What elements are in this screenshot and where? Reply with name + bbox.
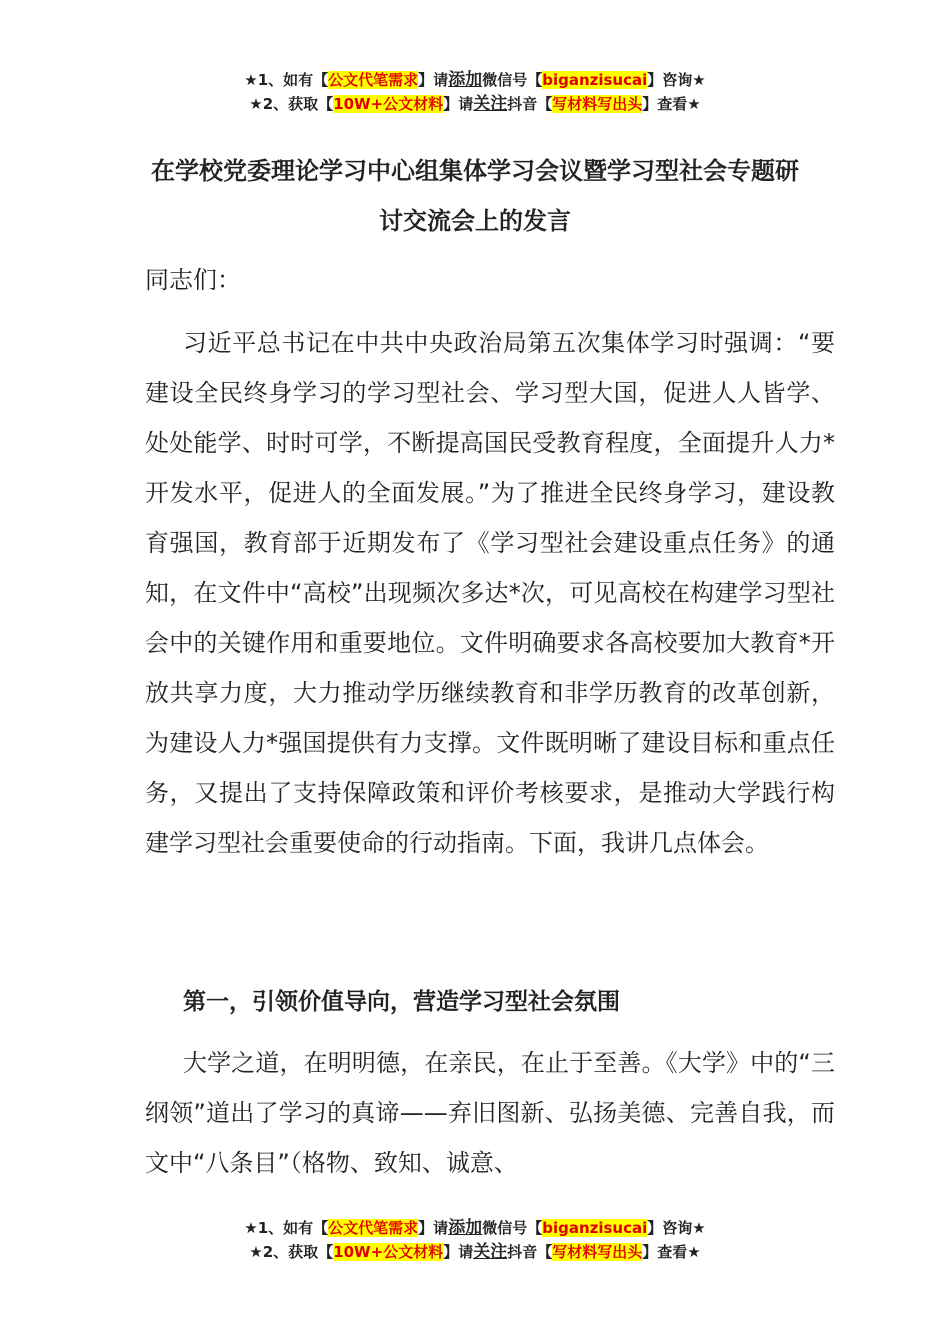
promo-douyin-name: 写材料写出头 xyxy=(552,95,643,113)
promo-line-2 xyxy=(0,1240,950,1264)
promo-line-1 xyxy=(0,1216,950,1240)
salutation: 同志们： xyxy=(145,266,241,294)
promo-text: 】请 xyxy=(443,1243,474,1261)
promo-highlight: 公文代笔需求 xyxy=(328,1219,419,1237)
promo-highlight: 10W+公文材料 xyxy=(333,95,444,113)
promo-highlight: 公文代笔需求 xyxy=(328,71,419,89)
promo-text: 】咨询★ xyxy=(647,1219,706,1237)
document-title: 在学校党委理论学习中心组集体学习会议暨学习型社会专题研讨交流会上的发言 xyxy=(151,157,799,235)
promo-wechat-id: biganzisucai xyxy=(542,1219,648,1237)
promo-text: 】查看★ xyxy=(642,1243,701,1261)
promo-text: ★1、如有【 xyxy=(244,1219,329,1237)
promo-underlined: 添加 xyxy=(448,70,483,90)
body-paragraph: 大学之道，在明明德，在亲民，在止于至善。《大学》中的“三纲领”道出了学习的真谛——弃旧图新、弘扬美德、完善自我，而文中“八条目”（格物、致知、诚意、 xyxy=(145,1049,835,1177)
body-paragraph: 习近平总书记在中共中央政治局第五次集体学习时强调：“要建设全民终身学习的学习型社会、学习型大国，促进人人皆学、处处能学、时时可学，不断提高国民受教育程度，全面提升人力*开发水平，促进人的全面发展。”为了推进全民终身学习，建设教育强国，教育部于近期发布了《学习型社会建设重点任务》的通知，在文件中“高校”出现频次多达*次，可见高校在构建学习型社会中的关键作用和重要地位。文件明确要求各高校要加大教育*开放共享力度，大力推动学历继续教育和非学历教育的改革创新，为建设人力*强国提供有力支撑。文件既明晰了建设目标和重点任务，又提出了支持保障政策和评价考核要求，是推动大学践行构建学习型社会重要使命的行动指南。下面，我讲几点体会。 xyxy=(145,329,835,857)
promo-douyin-name: 写材料写出头 xyxy=(552,1243,643,1261)
promo-wechat-id: biganzisucai xyxy=(542,71,648,89)
promo-text: 】查看★ xyxy=(642,95,701,113)
promo-text: 】咨询★ xyxy=(647,71,706,89)
promo-text: 微信号【 xyxy=(482,71,543,89)
promo-text: ★2、获取【 xyxy=(249,95,334,113)
bottom-promo-banner xyxy=(0,1216,950,1264)
promo-highlight: 10W+公文材料 xyxy=(333,1243,444,1261)
promo-line-2 xyxy=(0,92,950,116)
promo-text: 】请 xyxy=(443,95,474,113)
promo-text: 】请 xyxy=(418,71,449,89)
promo-line-1 xyxy=(0,68,950,92)
promo-text: ★1、如有【 xyxy=(244,71,329,89)
promo-underlined: 关注 xyxy=(473,1242,508,1262)
promo-text: ★2、获取【 xyxy=(249,1243,334,1261)
section-heading: 第一，引领价值导向，营造学习型社会氛围 xyxy=(183,989,620,1015)
promo-underlined: 添加 xyxy=(448,1218,483,1238)
promo-text: 微信号【 xyxy=(482,1219,543,1237)
promo-underlined: 关注 xyxy=(473,94,508,114)
promo-text: 抖音【 xyxy=(507,95,553,113)
promo-text: 抖音【 xyxy=(507,1243,553,1261)
top-promo-banner xyxy=(0,68,950,116)
promo-text: 】请 xyxy=(418,1219,449,1237)
